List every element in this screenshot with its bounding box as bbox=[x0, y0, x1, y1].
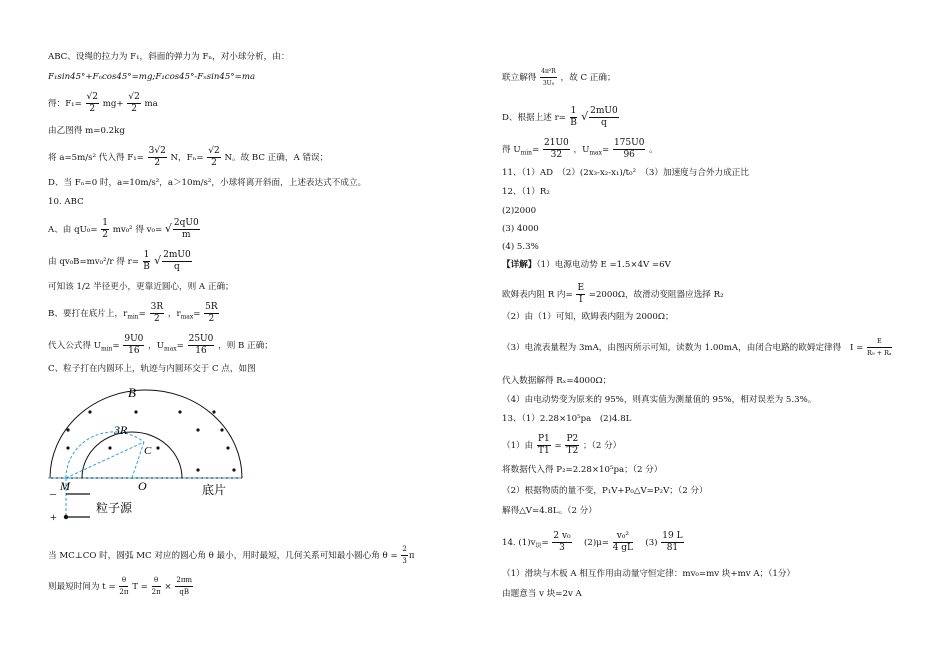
fraction bbox=[86, 92, 99, 115]
text: 联立解得 bbox=[502, 73, 537, 83]
subscript: max bbox=[164, 345, 177, 353]
text: A、由 qU₀= bbox=[48, 225, 98, 235]
line-force-equations: F₁sin45°+Fₙcos45°=mg;F₁cos45°-Fₙsin45°=ma bbox=[48, 72, 256, 82]
line-q12-part2: （2）由（1）可知，欧姆表内阻为 2000Ω； bbox=[502, 312, 674, 322]
numerator: θ bbox=[119, 575, 128, 587]
line-q12: 12、（1）R₂ bbox=[502, 187, 550, 197]
text: 将 a=5m/s² 代入得 F₁= bbox=[48, 153, 144, 163]
text: = bbox=[602, 145, 610, 155]
numerator: 1 bbox=[143, 250, 150, 260]
label-plus: + bbox=[50, 510, 57, 524]
text: = bbox=[193, 309, 201, 319]
fraction bbox=[537, 434, 551, 457]
fraction bbox=[576, 283, 585, 306]
fraction bbox=[175, 575, 193, 598]
denominator: R₉ + Rₓ bbox=[867, 349, 892, 357]
text: 得 U bbox=[502, 145, 521, 155]
line-q10: 10. ABC bbox=[48, 197, 84, 207]
numerator: 3R bbox=[150, 302, 164, 312]
numerator: 175U0 bbox=[613, 138, 645, 148]
denominator: 16 bbox=[128, 346, 140, 356]
line-ft-result bbox=[48, 92, 158, 115]
line-q12-part3 bbox=[502, 336, 922, 359]
line-substitute-a bbox=[48, 146, 328, 169]
line-internal-resistance bbox=[502, 283, 724, 306]
denominator: 16 bbox=[195, 346, 207, 356]
text: ，U bbox=[573, 145, 590, 155]
numerator: √2 bbox=[208, 146, 220, 156]
text: × bbox=[164, 582, 172, 592]
numerator: v₀² bbox=[613, 531, 633, 543]
numerator: 25U0 bbox=[188, 334, 214, 344]
numerator: 19 L bbox=[662, 531, 683, 541]
line-q12-3: (3) 4000 bbox=[502, 224, 539, 234]
fraction bbox=[570, 106, 578, 129]
inner-arc bbox=[82, 432, 182, 478]
line-q13-moles: （2）根据物质的量不变，P₁V+P₀△V=P₂V；（2 分） bbox=[502, 486, 708, 496]
numerator: P1 bbox=[537, 434, 550, 444]
text: B、要打在底片上，r bbox=[48, 309, 128, 319]
text: = bbox=[532, 145, 540, 155]
line-d-statement: D、当 Fₙ=0 时，a=10m/s²，a＞10m/s²，小球将离开斜面，上述表达式不成立。 bbox=[48, 178, 367, 188]
denominator: 4 gL bbox=[612, 543, 634, 553]
denominator: 2 bbox=[154, 158, 161, 168]
text: mg+ bbox=[102, 99, 124, 109]
numerator: 2πm bbox=[175, 575, 193, 587]
fraction bbox=[162, 250, 192, 273]
subscript: max bbox=[589, 149, 602, 157]
denominator: 2 bbox=[102, 230, 108, 240]
numerator: 2mU0 bbox=[163, 250, 191, 260]
label-o: O bbox=[138, 479, 147, 493]
denominator: 3 bbox=[402, 557, 407, 565]
fraction bbox=[207, 146, 220, 169]
particle-figure bbox=[48, 384, 258, 529]
numerator: 21U0 bbox=[544, 138, 569, 148]
label-b: B bbox=[128, 385, 136, 400]
fraction bbox=[148, 146, 167, 169]
denominator: m bbox=[182, 230, 191, 240]
text: 代入公式得 U bbox=[48, 341, 101, 351]
line-b-range bbox=[48, 302, 220, 325]
line-q13-result: 解得△V=4.8L。（2 分） bbox=[502, 506, 597, 516]
text: 14. (1)v bbox=[502, 538, 536, 548]
text: = bbox=[541, 538, 549, 548]
line-q12-4: (4) 5.3% bbox=[502, 242, 539, 252]
text: N，Fₙ= bbox=[170, 153, 204, 163]
text: 则最短时间为 t = bbox=[48, 582, 116, 592]
denominator: 3 bbox=[559, 543, 565, 553]
text: = bbox=[138, 309, 146, 319]
numerator: θ bbox=[152, 575, 161, 587]
numerator: 4π²R bbox=[540, 66, 557, 78]
denominator: 81 bbox=[666, 543, 679, 553]
text: ，故 C 正确； bbox=[560, 73, 616, 83]
line-a-qu0: A、由 qU₀= $\frac{1}{2}$ mv₀² 得 v₀= √ $\frac{2qU0}{m}$ bbox=[48, 218, 199, 240]
text: ，U bbox=[148, 341, 164, 351]
numerator: E bbox=[577, 283, 585, 293]
fraction bbox=[613, 138, 646, 161]
subscript: min bbox=[520, 149, 533, 157]
fraction bbox=[101, 218, 109, 241]
fraction bbox=[152, 575, 161, 598]
subscript: min bbox=[127, 313, 139, 321]
text: （1）由 bbox=[502, 441, 534, 451]
text: （3）电流表量程为 3mA，由图丙所示可知，读数为 1.00mA，由闭合电路的欧姆定律得 bbox=[502, 343, 842, 353]
line-q14-momentum: （1）滑块与木板 A 相互作用由动量守恒定律：mv₀=mv 块+mv A；（1分） bbox=[502, 569, 796, 579]
text: (2)μ= bbox=[575, 538, 609, 548]
numerator: 5R bbox=[205, 302, 218, 312]
line-d-voltage bbox=[502, 138, 658, 161]
fraction bbox=[119, 575, 128, 598]
text: 得：F₁= bbox=[48, 99, 82, 109]
line-q14: 14. $(1)v_块=$ $\frac{\text{2 v₀}}{3}$ (2)μ= $\frac{\text{v₀²}}{4 gL}$ (3) $\frac{19 L}{81}$ bbox=[502, 531, 683, 553]
fraction bbox=[123, 334, 144, 357]
fraction bbox=[204, 302, 219, 325]
text: T = bbox=[132, 582, 148, 592]
fraction bbox=[589, 106, 619, 129]
pi: π bbox=[408, 551, 415, 561]
text: N。故 BC 正确，A 错误； bbox=[224, 153, 329, 163]
detail-heading: 【详解】 bbox=[502, 260, 537, 270]
line-radius: 由 qv₀B=mv₀²/r 得 r= $\frac{1}{B}$ √ $\frac{2mU0}{q}$ bbox=[48, 250, 191, 272]
denominator: T1 bbox=[538, 446, 550, 456]
numerator: 2 v₀ bbox=[553, 531, 571, 541]
line-min-time bbox=[48, 575, 194, 598]
fraction bbox=[143, 250, 151, 273]
denominator: 2 bbox=[211, 158, 217, 168]
text: 当 MC⊥CO 时，圆弧 MC 对应的圆心角 θ 最小，用时最短，几何关系可知最小圆心角 θ = bbox=[48, 551, 398, 561]
text: mv₀² 得 v₀= bbox=[112, 225, 163, 235]
text: ；（2 分） bbox=[582, 441, 622, 451]
text: 。 bbox=[649, 145, 658, 155]
fraction bbox=[188, 334, 215, 357]
fraction bbox=[543, 138, 570, 161]
text: 欧姆表内阻 R 内= bbox=[502, 290, 573, 300]
text: = bbox=[176, 341, 184, 351]
subscript: min bbox=[100, 345, 113, 353]
numerator: 2mU0 bbox=[590, 106, 618, 116]
fraction bbox=[540, 66, 557, 89]
denominator: 2 bbox=[154, 314, 160, 324]
label-3r: 3R bbox=[114, 423, 128, 437]
line-co bbox=[132, 442, 144, 478]
text: = bbox=[112, 341, 120, 351]
numerator: P2 bbox=[566, 434, 579, 444]
line-detail bbox=[502, 260, 671, 271]
fraction bbox=[150, 302, 165, 325]
line-q13: 13、（1）2.28×10⁵pa (2)4.8L bbox=[502, 414, 632, 424]
denominator: 2 bbox=[131, 104, 137, 114]
line-q11: 11、（1）AD （2）(2x₃-x₂-x₁)/t₀² （3）加速度与合外力成正比 bbox=[502, 168, 749, 178]
denominator: qB bbox=[179, 588, 190, 596]
line-a-correct: 可知该 1/2 半径更小，更靠近圆心，则 A 正确； bbox=[48, 282, 234, 292]
line-q12-part4: （4）由电动势变为原来的 95%，则真实值为测量值的 95%，相对误差为 5.3%。 bbox=[502, 395, 817, 405]
denominator: B bbox=[143, 262, 150, 272]
denominator: q bbox=[174, 262, 180, 272]
line-b-voltage bbox=[48, 334, 273, 357]
line-rx: 代入数据解得 Rₓ=4000Ω； bbox=[502, 376, 612, 386]
numerator: 1 bbox=[570, 106, 577, 116]
line-mc bbox=[66, 442, 144, 478]
denominator: 2π bbox=[151, 588, 161, 596]
denominator: I bbox=[578, 295, 583, 305]
fraction bbox=[127, 92, 140, 115]
fraction bbox=[401, 544, 407, 567]
line-mass: 由乙图得 m=0.2kg bbox=[48, 126, 125, 136]
denominator: 2 bbox=[208, 314, 215, 324]
numerator: E bbox=[867, 336, 892, 348]
label-source: 粒子源 bbox=[96, 501, 133, 515]
label-film: 底片 bbox=[202, 483, 227, 497]
text: ，r bbox=[167, 309, 181, 319]
fraction bbox=[565, 434, 579, 457]
text: (3) bbox=[636, 538, 658, 548]
denominator: 96 bbox=[623, 150, 635, 160]
line-q14-condition: 由题意当 v 块=2v A bbox=[502, 589, 582, 599]
text: ma bbox=[144, 99, 158, 109]
fraction bbox=[173, 218, 200, 241]
text: = bbox=[554, 441, 562, 451]
subscript: max bbox=[180, 313, 194, 321]
line-c-intro: C、粒子打在内圆环上，轨迹与内圆环交于 C 点，如图 bbox=[48, 364, 256, 374]
label-minus: – bbox=[50, 486, 56, 500]
fraction bbox=[661, 531, 683, 554]
numerator: 2qU0 bbox=[173, 218, 199, 228]
numerator: √2 bbox=[128, 92, 140, 102]
text: 由 qv₀B=mv₀²/r 得 r= bbox=[48, 257, 139, 267]
text: I = bbox=[849, 343, 864, 353]
text: ，则 B 正确； bbox=[218, 341, 273, 351]
denominator: B bbox=[570, 118, 577, 128]
denominator: 2π bbox=[119, 588, 129, 596]
line-q13-gas-law bbox=[502, 434, 621, 457]
line-d-radius: D、根据上述 r= $\frac{1}{B}$ √ $\frac{2mU0}{q}$ bbox=[502, 106, 618, 128]
denominator: 32 bbox=[550, 150, 563, 160]
fraction bbox=[552, 531, 571, 554]
fraction bbox=[867, 336, 892, 359]
line-abc-intro: ABC、设绳的拉力为 F₁，斜面的弹力为 Fₙ，对小球分析，由： bbox=[48, 52, 290, 62]
numerator: 3√2 bbox=[148, 146, 166, 156]
line-min-angle bbox=[48, 544, 415, 567]
denominator: 3U₀ bbox=[542, 80, 555, 87]
line-q12-2: (2)2000 bbox=[502, 206, 537, 216]
label-c: C bbox=[144, 445, 152, 457]
label-m: M bbox=[60, 479, 70, 493]
text: =2000Ω，故滑动变阻器应选择 R₂ bbox=[588, 290, 724, 300]
denominator: T2 bbox=[566, 446, 579, 456]
line-q13-p2: 将数据代入得 P₂=2.28×10⁵pa；（2 分） bbox=[502, 465, 663, 475]
numerator: 2 bbox=[401, 544, 407, 556]
denominator: 2 bbox=[89, 104, 96, 114]
text: D、根据上述 r= bbox=[502, 113, 566, 123]
line-solve bbox=[502, 66, 616, 89]
text: （1）电源电动势 E =1.5×4V =6V bbox=[536, 260, 671, 270]
fraction bbox=[613, 531, 633, 554]
numerator: 9U0 bbox=[124, 334, 144, 344]
denominator: q bbox=[601, 118, 607, 128]
numerator: √2 bbox=[86, 92, 98, 102]
numerator: 1 bbox=[102, 218, 108, 228]
